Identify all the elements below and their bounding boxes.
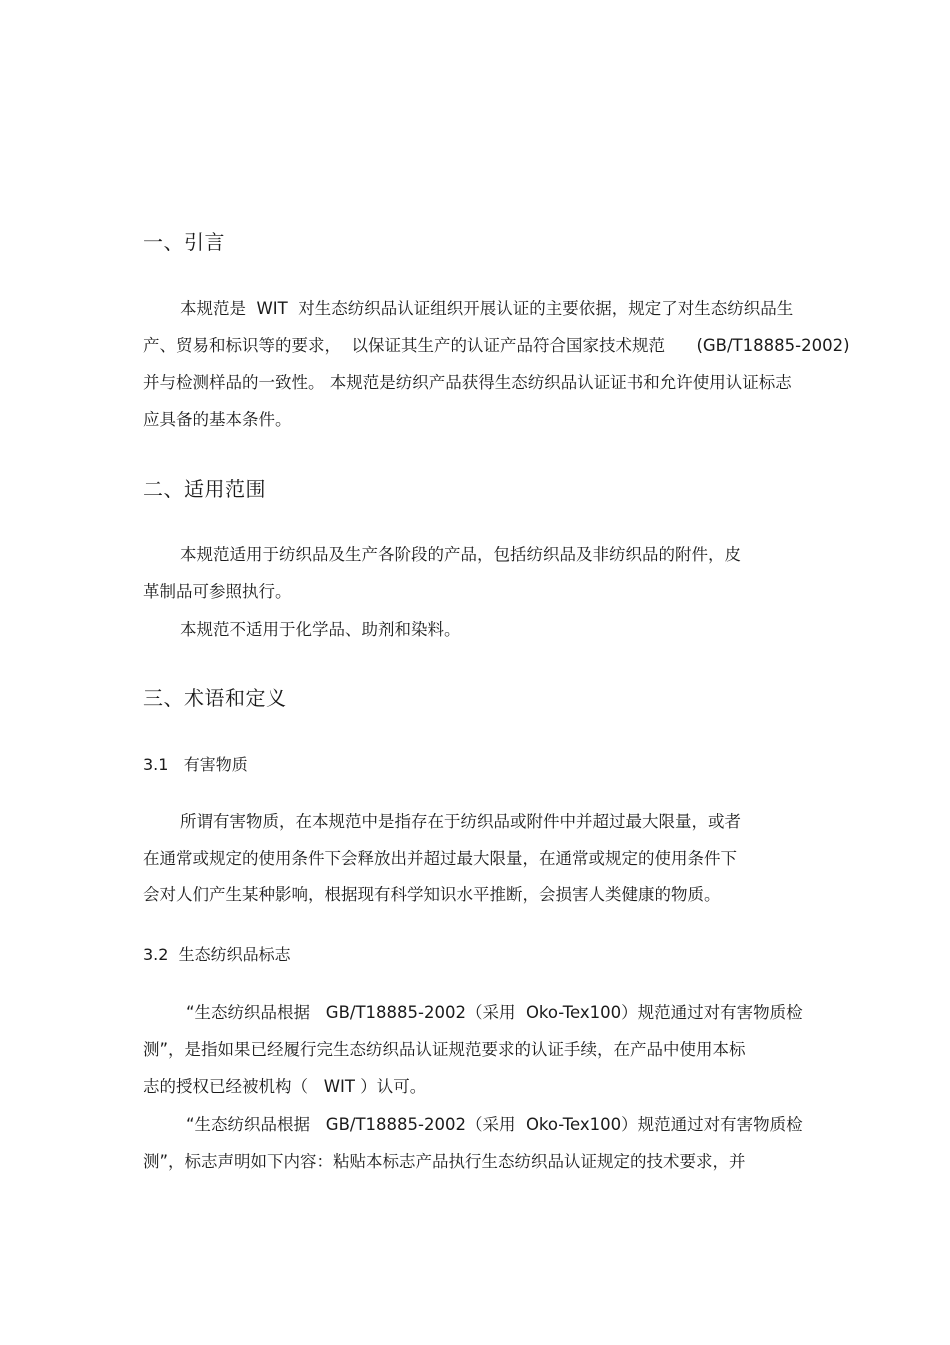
paragraph-line: 测”，标志声明如下内容：粘贴本标志产品执行生态纺织品认证规定的技术要求，并 [143, 1152, 746, 1171]
paragraph-line: 测”，是指如果已经履行完生态纺织品认证规范要求的认证手续，在产品中使用本标 [143, 1040, 746, 1059]
section-heading-scope: 二、适用范围 [143, 477, 266, 501]
paragraph-line: 在通常或规定的使用条件下会释放出并超过最大限量，在通常或规定的使用条件下 [143, 849, 737, 868]
paragraph-line: 革制品可参照执行。 [143, 582, 292, 601]
paragraph-line: 并与检测样品的一致性。 本规范是纺织产品获得生态纺织品认证证书和允许使用认证标志 [143, 373, 792, 392]
paragraph-line: “生态纺织品根据 GB/T18885-2002（采用 Oko-Tex100）规范通过对有害物质检 [186, 1115, 803, 1134]
paragraph-line: 志的授权已经被机构（ WIT ）认可。 [143, 1077, 427, 1096]
paragraph-line: “生态纺织品根据 GB/T18885-2002（采用 Oko-Tex100）规范通过对有害物质检 [186, 1003, 803, 1022]
paragraph-line: 本规范适用于纺织品及生产各阶段的产品，包括纺织品及非纺织品的附件，皮 [180, 545, 741, 564]
subsection-heading-hazardous-substances: 3.1 有害物质 [143, 755, 248, 774]
paragraph-line: 本规范不适用于化学品、助剂和染料。 [180, 620, 461, 639]
paragraph-line: 应具备的基本条件。 [143, 410, 292, 429]
paragraph-line: 所谓有害物质，在本规范中是指存在于纺织品或附件中并超过最大限量，或者 [180, 812, 741, 831]
subsection-heading-eco-textile-label: 3.2 生态纺织品标志 [143, 945, 291, 964]
section-heading-introduction: 一、引言 [143, 230, 225, 254]
section-heading-terms-definitions: 三、术语和定义 [143, 686, 287, 710]
paragraph-line: 本规范是 WIT 对生态纺织品认证组织开展认证的主要依据，规定了对生态纺织品生 [180, 299, 794, 318]
paragraph-line: 会对人们产生某种影响，根据现有科学知识水平推断，会损害人类健康的物质。 [143, 885, 721, 904]
paragraph-line: 产、贸易和标识等的要求， 以保证其生产的认证产品符合国家技术规范 (GB/T18885-2002) [143, 336, 850, 355]
